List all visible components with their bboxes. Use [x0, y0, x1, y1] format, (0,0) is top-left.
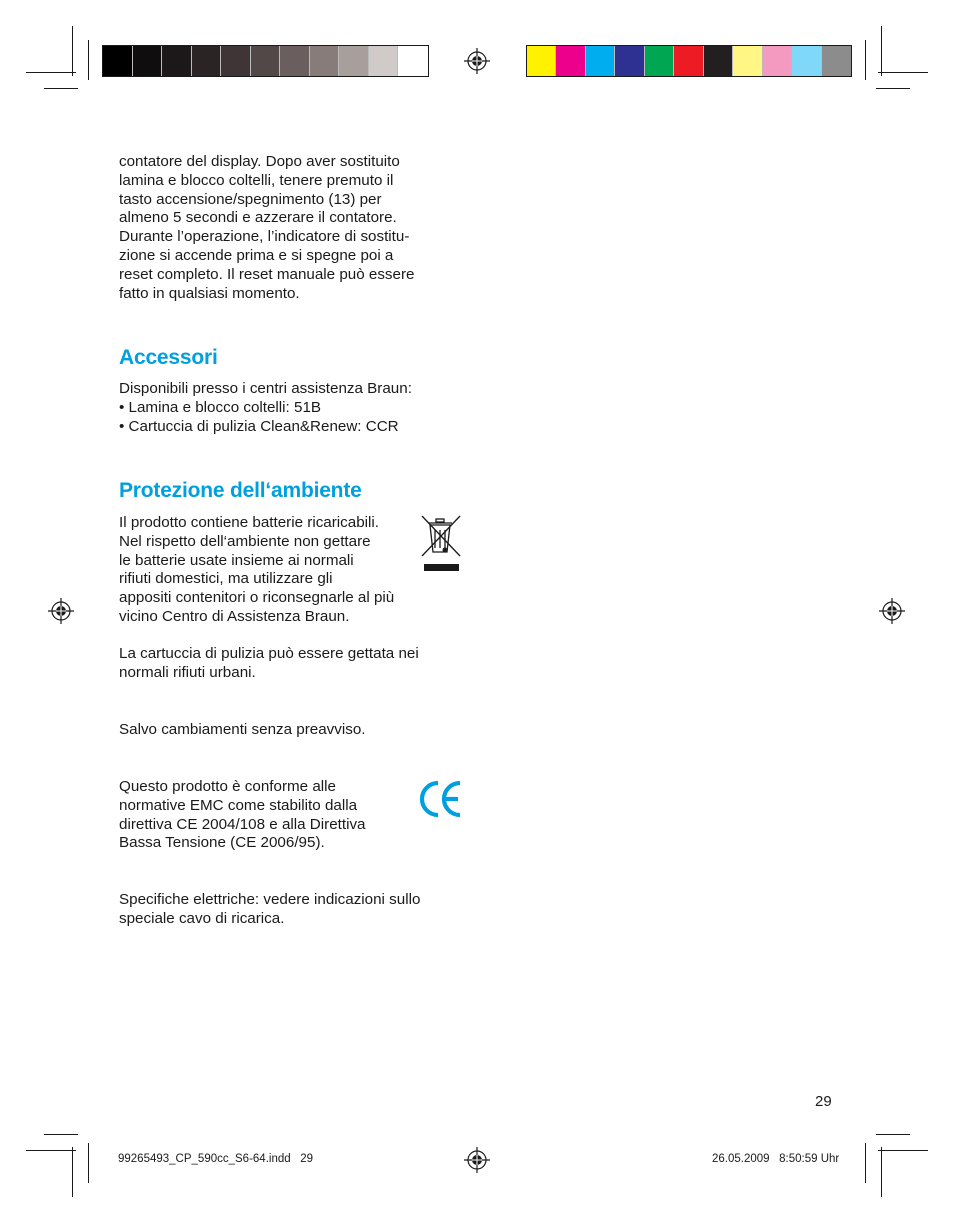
color-swatch: [822, 46, 851, 76]
electrical-paragraph: [119, 891, 469, 929]
text-line: reset completo. Il reset manuale può essere: [119, 265, 415, 283]
color-swatch: [310, 46, 340, 76]
color-swatch: [133, 46, 163, 76]
registration-mark-icon: [464, 1147, 490, 1173]
registration-mark-icon: [879, 598, 905, 624]
registration-mark-icon: [48, 598, 74, 624]
slug-timestamp: 26.05.2009 8:50:59 Uhr: [712, 1153, 840, 1165]
color-swatch: [763, 46, 792, 76]
notice-paragraph: [119, 721, 469, 740]
slug-file-info: 99265493_CP_590cc_S6-64.indd 29: [118, 1153, 314, 1165]
color-swatch: [586, 46, 615, 76]
text-line: direttiva CE 2004/108 e alla Direttiva: [119, 815, 366, 833]
text-line: Salvo cambiamenti senza preavviso.: [119, 721, 366, 738]
text-line: le batterie usate insieme ai normali: [119, 551, 354, 569]
color-swatch: [369, 46, 399, 76]
crop-mark: [72, 1147, 73, 1197]
crop-mark: [878, 72, 928, 73]
text-line: normative EMC come stabilito dalla: [119, 796, 358, 814]
crop-mark: [44, 1134, 78, 1135]
color-swatch: [615, 46, 644, 76]
crop-mark: [72, 26, 73, 76]
crop-mark: [878, 1150, 928, 1151]
text-line: speciale cavo di ricarica.: [119, 909, 285, 927]
text-line: Il prodotto contiene batterie ricaricabili.: [119, 514, 380, 531]
ce-mark-icon: [418, 780, 464, 818]
text-line: Durante l’operazione, l’indicatore di sostitu-: [119, 228, 410, 246]
text-line: rifiuti domestici, ma utilizzare gli: [119, 570, 333, 588]
ambiente-paragraph: [119, 514, 449, 627]
list-item: • Lamina e blocco coltelli: 51B: [119, 398, 322, 416]
crop-mark: [876, 1134, 910, 1135]
color-swatch: [645, 46, 674, 76]
text-line: Questo prodotto è conforme alle: [119, 778, 336, 795]
process-color-bar: [526, 45, 852, 77]
crop-mark: [88, 40, 89, 80]
crop-mark: [26, 72, 76, 73]
color-swatch: [674, 46, 703, 76]
crop-mark: [881, 1147, 882, 1197]
color-swatch: [192, 46, 222, 76]
grayscale-color-bar: [102, 45, 429, 77]
weee-crossed-bin-icon: [419, 514, 463, 574]
color-swatch: [556, 46, 585, 76]
text-line: lamina e blocco coltelli, tenere premuto il: [119, 171, 394, 189]
crop-mark: [88, 1143, 89, 1183]
text-line: contatore del display. Dopo aver sostituito: [119, 153, 400, 170]
color-swatch: [792, 46, 821, 76]
color-swatch: [251, 46, 281, 76]
color-swatch: [733, 46, 762, 76]
page-number: 29: [815, 1093, 832, 1110]
color-swatch: [221, 46, 251, 76]
text-line: vicino Centro di Assistenza Braun.: [119, 607, 350, 625]
registration-mark-icon: [464, 48, 490, 74]
color-swatch: [162, 46, 192, 76]
color-swatch: [704, 46, 733, 76]
crop-mark: [881, 26, 882, 76]
color-swatch: [280, 46, 310, 76]
accessori-paragraph: [119, 380, 469, 436]
intro-paragraph: [119, 153, 469, 303]
ambiente-heading: Protezione dell‘ambiente: [119, 479, 362, 502]
crop-mark: [44, 88, 78, 89]
text-line: zione si accende prima e si spegne poi a: [119, 246, 394, 264]
color-swatch: [103, 46, 133, 76]
text-line: Bassa Tensione (CE 2006/95).: [119, 834, 325, 852]
cartridge-paragraph: [119, 645, 469, 683]
crop-mark: [865, 40, 866, 80]
color-swatch: [339, 46, 369, 76]
list-item: • Cartuccia di pulizia Clean&Renew: CCR: [119, 417, 399, 435]
text-line: Disponibili presso i centri assistenza Braun:: [119, 380, 412, 397]
color-swatch: [398, 46, 428, 76]
color-swatch: [527, 46, 556, 76]
text-line: fatto in qualsiasi momento.: [119, 284, 300, 302]
text-line: Nel rispetto dell‘ambiente non gettare: [119, 532, 371, 550]
text-line: normali rifiuti urbani.: [119, 663, 256, 681]
crop-mark: [876, 88, 910, 89]
conformity-paragraph: [119, 778, 419, 853]
text-line: tasto accensione/spegnimento (13) per: [119, 190, 382, 208]
text-line: almeno 5 secondi e azzerare il contatore.: [119, 209, 397, 227]
crop-mark: [26, 1150, 76, 1151]
text-line: La cartuccia di pulizia può essere gettata nei: [119, 645, 419, 662]
accessori-heading: Accessori: [119, 346, 218, 369]
text-line: Specifiche elettriche: vedere indicazioni sullo: [119, 891, 421, 908]
text-line: appositi contenitori o riconsegnarle al più: [119, 589, 395, 607]
crop-mark: [865, 1143, 866, 1183]
